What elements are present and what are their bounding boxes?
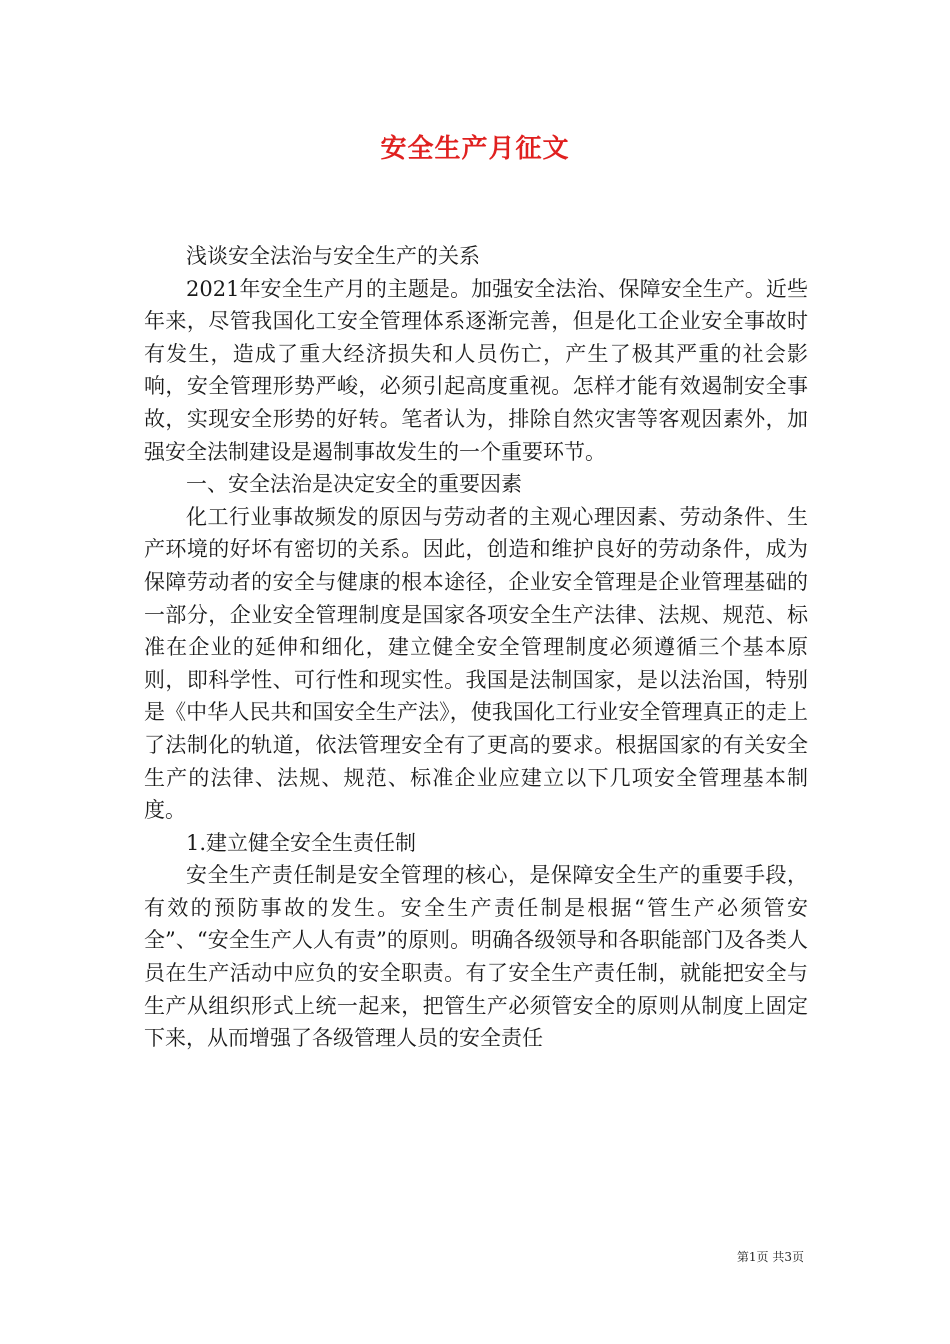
page-number-footer: 第1页 共3页	[736, 1250, 804, 1264]
document-body	[144, 240, 808, 1055]
section-heading: 一、安全法治是决定安全的重要因素	[186, 472, 522, 497]
subsection-heading: 1.建立健全安全生责任制	[186, 830, 417, 855]
subtitle-paragraph: 浅谈安全法治与安全生产的关系	[186, 244, 480, 268]
section-paragraph: 化工行业事故频发的原因与劳动者的主观心理因素、劳动条件、生产环境的好坏有密切的关系。因此，创造和维护良好的劳动条件，成为保障劳动者的安全与健康的根本途径，企业安全管理是企业管理基础的一部分，企业安全管理制度是国家各项安全生产法律、法规、规范、标准在企业的延伸和细化，建立健全安全管理制度必须遵循三个基本原则，即科学性、可行性和现实性。我国是法制国家，是以法治国，特别是《中华人民共和国安全生产法》，使我国化工行业安全管理真正的走上了法制化的轨道，依法管理安全有了更高的要求。根据国家的有关安全生产的法律、法规、规范、标准企业应建立以下几项安全管理基本制度。	[144, 504, 808, 823]
intro-paragraph: 2021年安全生产月的主题是。加强安全法治、保障安全生产。近些年来，尽管我国化工安全管理体系逐渐完善，但是化工企业安全事故时有发生，造成了重大经济损失和人员伤亡，产生了极其严重的社会影响，安全管理形势严峻，必须引起高度重视。怎样才能有效遏制安全事故，实现安全形势的好转。笔者认为，排除自然灾害等客观因素外，加强安全法制建设是遏制事故发生的一个重要环节。	[144, 276, 808, 464]
subsection-paragraph: 安全生产责任制是安全管理的核心，是保障安全生产的重要手段，有效的预防事故的发生。安全生产责任制是根据“管生产必须管安全”、“安全生产人人有责”的原则。明确各级领导和各职能部门及各类人员在生产活动中应负的安全职责。有了安全生产责任制，就能把安全与生产从组织形式上统一起来，把管生产必须管安全的原则从制度上固定下来，从而增强了各级管理人员的安全责任	[144, 863, 808, 1051]
document-title: 安全生产月征文	[380, 134, 570, 164]
